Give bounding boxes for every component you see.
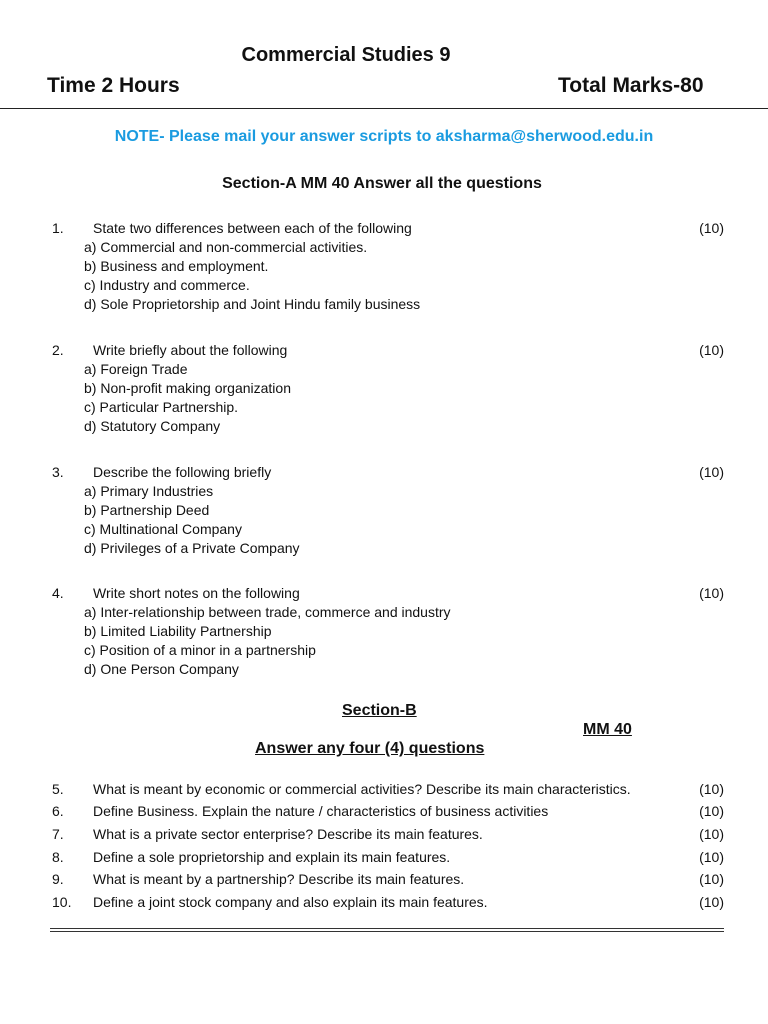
question-text: Describe the following briefly	[93, 464, 272, 480]
question-marks: (10)	[699, 781, 724, 797]
sub-question: b) Limited Liability Partnership	[84, 623, 272, 639]
section-b-title: Section-B	[342, 702, 417, 719]
sub-question: b) Non-profit making organization	[84, 380, 291, 396]
sub-question: d) Sole Proprietorship and Joint Hindu family business	[84, 296, 421, 312]
question-text: Define a sole proprietorship and explain its main features.	[93, 849, 451, 865]
question-number: 4.	[52, 585, 64, 601]
sub-question-list	[84, 483, 300, 559]
sub-question-list	[84, 604, 451, 680]
question-text: Define a joint stock company and also explain its main features.	[93, 894, 488, 910]
question-number: 8.	[52, 849, 64, 865]
question-number: 2.	[52, 342, 64, 358]
total-marks-label: Total Marks-80	[558, 74, 704, 97]
question-text: What is meant by a partnership? Describe its main features.	[93, 871, 465, 887]
sub-question: c) Industry and commerce.	[84, 277, 250, 293]
question-number: 5.	[52, 781, 64, 797]
sub-question: a) Commercial and non-commercial activities.	[84, 239, 368, 255]
sub-question: c) Multinational Company	[84, 521, 242, 537]
sub-question-list	[84, 361, 291, 437]
sub-question: a) Primary Industries	[84, 483, 214, 499]
question-number: 3.	[52, 464, 64, 480]
header-divider	[0, 108, 768, 109]
question-number: 1.	[52, 220, 64, 236]
question-marks: (10)	[699, 849, 724, 865]
question-number: 6.	[52, 803, 64, 819]
sub-question: b) Partnership Deed	[84, 502, 210, 518]
sub-question: d) One Person Company	[84, 661, 239, 677]
question-10	[0, 894, 768, 914]
sub-question: c) Position of a minor in a partnership	[84, 642, 316, 658]
sub-question-list	[84, 239, 420, 315]
question-text: What is a private sector enterprise? Describe its main features.	[93, 826, 483, 842]
question-number: 7.	[52, 826, 64, 842]
doc-title: Commercial Studies 9	[241, 44, 451, 66]
question-text: What is meant by economic or commercial activities? Describe its main characteristics.	[93, 781, 631, 797]
sub-question: b) Business and employment.	[84, 258, 269, 274]
note-text: NOTE- Please mail your answer scripts to aksharma@sherwood.edu.in	[114, 128, 654, 145]
question-text: Define Business. Explain the nature / characteristics of business activities	[93, 803, 549, 819]
time-label: Time 2 Hours	[47, 74, 180, 97]
question-marks: (10)	[699, 464, 724, 480]
question-marks: (10)	[699, 803, 724, 819]
sub-question: d) Privileges of a Private Company	[84, 540, 300, 556]
section-a-title: Section-A MM 40 Answer all the questions	[222, 175, 542, 192]
question-marks: (10)	[699, 826, 724, 842]
section-b-mm: MM 40	[583, 721, 632, 738]
question-marks: (10)	[699, 342, 724, 358]
question-number: 9.	[52, 871, 64, 887]
section-b-instruction: Answer any four (4) questions	[255, 740, 485, 757]
footer-double-rule	[50, 928, 724, 932]
question-text: Write briefly about the following	[93, 342, 288, 358]
question-marks: (10)	[699, 894, 724, 910]
question-marks: (10)	[699, 585, 724, 601]
question-6	[0, 803, 768, 823]
question-8	[0, 849, 768, 869]
question-9	[0, 871, 768, 891]
question-5	[0, 781, 768, 801]
question-marks: (10)	[699, 220, 724, 236]
question-marks: (10)	[699, 871, 724, 887]
sub-question: c) Particular Partnership.	[84, 399, 239, 415]
question-text: Write short notes on the following	[93, 585, 300, 601]
question-text: State two differences between each of the following	[93, 220, 412, 236]
sub-question: a) Foreign Trade	[84, 361, 188, 377]
question-number: 10.	[52, 894, 72, 910]
question-7	[0, 826, 768, 846]
sub-question: a) Inter-relationship between trade, commerce and industry	[84, 604, 451, 620]
sub-question: d) Statutory Company	[84, 418, 221, 434]
